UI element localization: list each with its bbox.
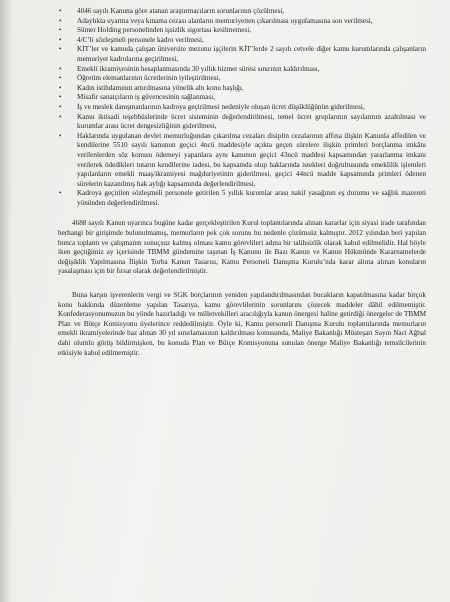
list-item: • Misafir sanatçıların iş güvencesinin sağlanması, <box>59 93 215 102</box>
list-item: • KİT’ler ve kamuda çalışan üniversite mezunu işçilerin KİT’lerde 2 sayılı cetvele diğer kamu kurumlarında çalışanların memuriyet kadrolarına geçirilmesi, <box>59 45 426 63</box>
bullet-icon: • <box>59 16 62 25</box>
bullet-icon: • <box>59 131 62 140</box>
bullet-icon: • <box>59 93 62 102</box>
bullet-icon: • <box>59 45 62 54</box>
bullet-icon: • <box>59 83 62 92</box>
list-item: • Öğretim elemanlarının ücretlerinin iyileştirilmesi, <box>59 74 221 83</box>
list-item: • 4046 sayılı Kanuna göre atanan araştırmacıların sorunlarının çözülmesi, <box>59 7 285 15</box>
list-item: • Kamu iktisadi teşebbüslerinde ücret sisteminin değerlendirilmesi, temel ücret gruplarının sayılarının azaltılması ve kurumlar arası ücret dengesizliğinin giderilmesi, <box>59 112 426 131</box>
spacer <box>58 208 426 219</box>
list-item: • Kadroya geçirilen sözleşmeli personele getirilen 5 yıllık kurumlar arası nakil yasağının eş durumu ve sağlık mazereti yönünden değerlendirilmesi. <box>59 189 426 207</box>
body-paragraph: Buna karşın işverenlerin vergi ve SGK borçlarının yeniden yapılandırılmasından bucakların kapatılmasına kadar birçok konu hakkında düzenleme yapılan Tasarıya, kamu görevlilerinin sorunlarını çözecek maddeler dâhil edilmemiştir. Konfederasyonumuzun bu yönde hazırladığı ve milletvekilleri aracılığıyla kanun önergesi haline getirdiği önergeler de TBMM Plan ve Bütçe Komisyonu üyelerince reddedilmiştir. Öyle ki, Kamu personeli Danışma Kurulu toplantılarında memurların emekli ikramiyelerinde baz alınan 30 yıl sınırlamasının kaldırılması konusunda, Maliye Bakanlığı Müsteşarı Sayın Naci Ağbal dahi olumlu görüş bildirmişken, bu konuda Plan ve Bütçe Komisyonuna sunulan önerge Maliye Bakanlığı temsilcilerinin etkisiyle kabul edilmemiştir. <box>58 291 426 357</box>
list-item: • Sümer Holding personelinden işsizlik sigortası kesilmemesi, <box>59 26 252 35</box>
list-item: • Adaylıkta uyarma veya kınama cezası alanların memuriyetten çıkarılması uygulamasına son verilmesi, <box>59 16 373 25</box>
page-edge-shadow <box>0 0 12 602</box>
bullet-icon: • <box>59 74 62 83</box>
spacer <box>58 277 426 291</box>
list-item: • Kadın istihdamının artırılmasına yönelik altı konu başlığı, <box>59 83 244 92</box>
bullet-icon: • <box>59 7 62 15</box>
bullet-icon: • <box>59 112 62 121</box>
bullet-icon: • <box>59 189 62 198</box>
bullet-icon: • <box>59 102 62 111</box>
demand-list <box>58 7 426 208</box>
list-item: • Haklarında uygulanan devlet memurluğundan çıkarılma cezaları disiplin cezalarının affına ilişkin Kanunla affedilen ve kendilerine 5510 sayılı kanunun geçici 4ncü maddesiyle açıkta geçen sürelere ilişkin primleri borçlanma imkânı verilenlerden söz konusu ödemeyi yapanlara aynı kanunun geçici 43ncü maddesi kapsamından yararlanma imkanı verilerek ödedikleri tutarın kendilerine iadesi, bu kapsamda olup haklarında istekleri doğrultusunda emeklilik işlemleri yapılanların emekli maaş/ikramiyesi mağduriyetinin giderilmesi, geçici 44ncü madde kapsamında primleri ödenen sürelerin kazanılmış hak aylığı kapsamında değerlendirilmesi, <box>59 131 426 188</box>
bullet-icon: • <box>59 35 62 44</box>
body-paragraph: 4688 sayılı Kanun uyarınca bugüne kadar gerçekleştirilen Kurul toplantılarında alınan kararlar için siyasi irade tarafından herhangi bir girişimde bulunulmamış, memurların pek çok sorunu bu nedenle çözümsüz kalmıştır. 2012 yılından beri yapılan bunca toplantı ve çalışmanın sonuçsuz kalmış olması kamu görevlileri adına bir talihsizlik olarak kabul edilmelidir. Hal böyle iken geçtiğimiz ay içerisinde TBMM gündemine taşınan İş Kanunu ile Bazı Kanun ve Kanun Hükmünde Kararnamelerde değişiklik Yapılmasına İlişkin Torba Kanun Tasarısı, Kamu Personeli Danışma Kurulu’nda karar altına alınan konuların yasalaşması için bir fırsat olarak değerlendirilmiştir. <box>58 219 426 276</box>
list-item: • 4/C’li sözleşmeli personele kadro verilmesi, <box>59 35 204 44</box>
bullet-icon: • <box>59 26 62 35</box>
bullet-icon: • <box>59 64 62 73</box>
list-item: • Emekli ikramiyesinin hesaplanmasında 30 yıllık hizmet süresi sınırının kaldırılması, <box>59 64 320 73</box>
list-item: • İş ve meslek danışmanlarının kadroya geçirilmesi nedeniyle oluşan ücret düşüklüğünün giderilmesi, <box>59 102 365 111</box>
